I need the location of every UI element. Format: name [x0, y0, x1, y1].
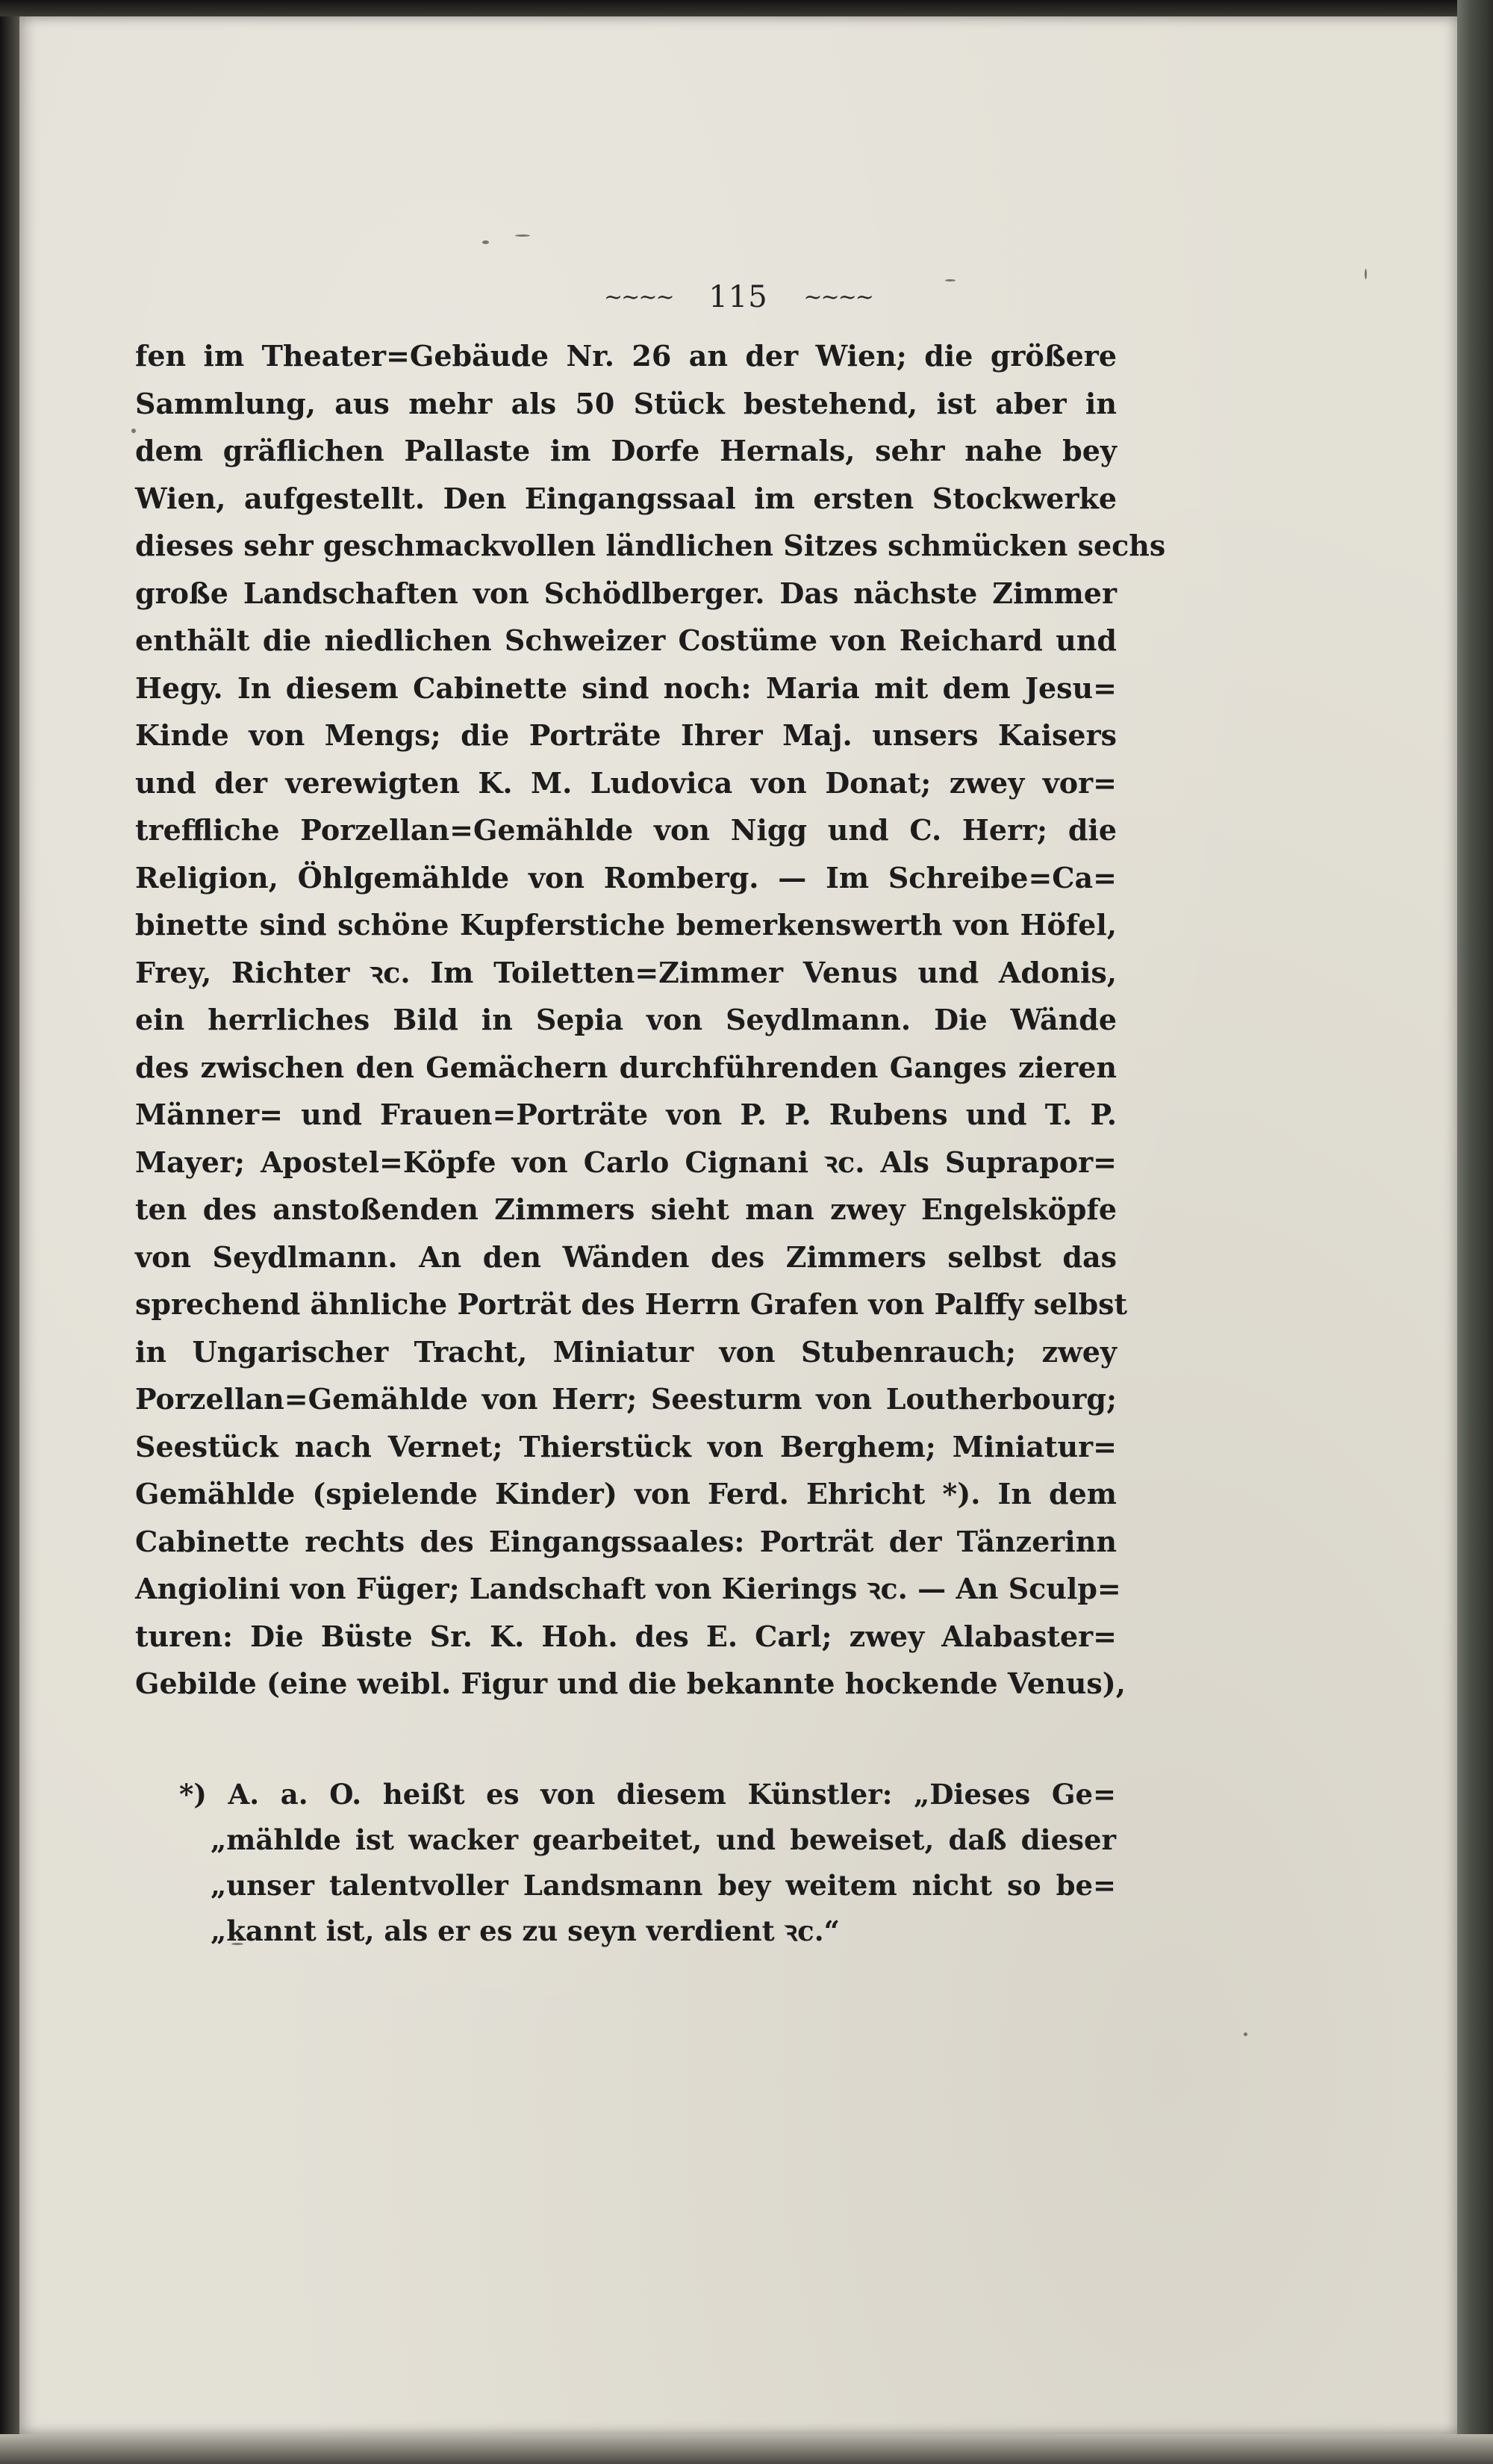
top-page-edge: [0, 0, 1493, 16]
body-line: Sammlung, aus mehr als 50 Stück bestehend, ist aber in: [135, 386, 1117, 420]
body-line: Porzellan=Gemählde von Herr; Seesturm von Loutherbourg;: [135, 1382, 1117, 1416]
body-line: von Seydlmann. An den Wänden des Zimmers selbst das: [135, 1239, 1117, 1274]
paper-speck: [515, 234, 530, 237]
header-ornament-right: ~~~~: [803, 284, 873, 311]
body-text: [135, 332, 1166, 1708]
body-line: Cabinette rechts des Eingangssaales: Porträt der Tänzerinn: [135, 1524, 1117, 1558]
book-spine-edge: [0, 0, 19, 2464]
right-page-edge: [1457, 0, 1493, 2464]
bottom-page-edge: [0, 2434, 1493, 2464]
body-line: fen im Theater=Gebäude Nr. 26 an der Wien; die größere: [135, 339, 1117, 373]
footnote-line: „mählde ist wacker gearbeitet, und beweiset, daß dieser: [211, 1823, 1116, 1856]
paper-speck: [482, 240, 489, 244]
body-line: Gemählde (spielende Kinder) von Ferd. Ehricht *). In dem: [135, 1477, 1117, 1511]
body-line: Männer= und Frauen=Porträte von P. P. Rubens und T. P.: [135, 1098, 1117, 1131]
body-line: Kinde von Mengs; die Porträte Ihrer Maj. unsers Kaisers: [135, 718, 1117, 752]
page-number: 115: [708, 280, 768, 314]
footnote-line: „kannt ist, als er es zu seyn verdient ꝛc.“: [211, 1914, 840, 1947]
body-line: binette sind schöne Kupferstiche bemerkenswerth von Höfel,: [135, 908, 1117, 942]
body-line: dieses sehr geschmackvollen ländlichen Sitzes schmücken sechs: [135, 529, 1166, 562]
footnote-line: „unser talentvoller Landsmann bey weitem nicht so be=: [211, 1869, 1116, 1902]
body-line: in Ungarischer Tracht, Miniatur von Stubenrauch; zwey: [135, 1334, 1117, 1369]
body-line: turen: Die Büste Sr. K. Hoh. des E. Carl; zwey Alabaster=: [135, 1619, 1117, 1653]
body-line: treffliche Porzellan=Gemählde von Nigg und C. Herr; die: [135, 813, 1117, 847]
body-line: des zwischen den Gemächern durchführenden Ganges zieren: [135, 1050, 1117, 1084]
body-line: ten des anstoßenden Zimmers sieht man zwey Engelsköpfe: [135, 1192, 1117, 1226]
body-line: Seestück nach Vernet; Thierstück von Berghem; Miniatur=: [135, 1429, 1117, 1463]
body-line: Religion, Öhlgemählde von Romberg. — Im Schreibe=Ca=: [135, 860, 1117, 895]
body-line: große Landschaften von Schödlberger. Das nächste Zimmer: [135, 576, 1117, 610]
header-ornament-left: ~~~~: [604, 284, 673, 311]
body-line: und der verewigten K. M. Ludovica von Donat; zwey vor=: [135, 765, 1117, 800]
body-line: sprechend ähnliche Porträt des Herrn Grafen von Palffy selbst: [135, 1287, 1128, 1321]
page-header: [19, 278, 1457, 314]
footnote-line: *) A. a. O. heißt es von diesem Künstler: „Dieses Ge=: [179, 1778, 1116, 1811]
body-line: dem gräflichen Pallaste im Dorfe Hernals, sehr nahe bey: [135, 434, 1117, 467]
body-line: Frey, Richter ꝛc. Im Toiletten=Zimmer Venus und Adonis,: [135, 955, 1117, 989]
body-line: Wien, aufgestellt. Den Eingangssaal im ersten Stockwerke: [135, 481, 1117, 515]
body-line: Gebilde (eine weibl. Figur und die bekannte hockende Venus),: [135, 1667, 1126, 1700]
body-line: Mayer; Apostel=Köpfe von Carlo Cignani ꝛc. Als Suprapor=: [135, 1145, 1117, 1179]
body-line: Angiolini von Füger; Landschaft von Kierings ꝛc. — An Sculp=: [135, 1572, 1121, 1605]
body-line: enthält die niedlichen Schweizer Costüme von Reichard und: [135, 623, 1117, 657]
body-line: Hegy. In diesem Cabinette sind noch: Maria mit dem Jesu=: [135, 671, 1117, 705]
body-line: ein herrliches Bild in Sepia von Seydlmann. Die Wände: [135, 1003, 1117, 1036]
footnote: [179, 1772, 1116, 1954]
paper-speck: [1244, 2032, 1247, 2036]
